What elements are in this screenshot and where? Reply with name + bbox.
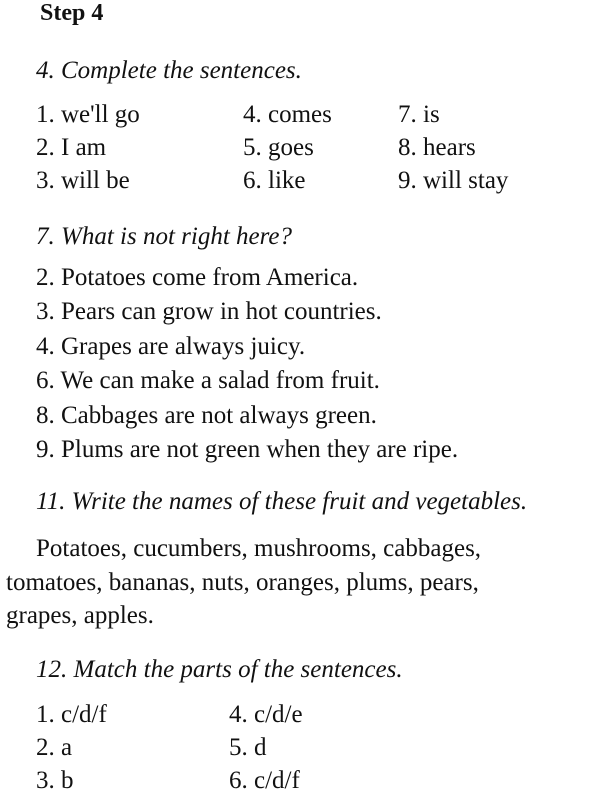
answer-6: 6. like: [243, 167, 306, 194]
section-11-heading: 11. Write the names of these fruit and vegetables.: [36, 488, 528, 515]
list-item: 8. Cabbages are not always green.: [36, 401, 377, 429]
answer-2: 2. I am: [36, 134, 107, 161]
match-6: 6. c/d/f: [229, 767, 300, 794]
answer-8: 8. hears: [398, 134, 476, 161]
section-4-heading: 4. Complete the sentences.: [36, 57, 302, 84]
list-item: 4. Grapes are always juicy.: [36, 332, 306, 360]
list-item: 3. Pears can grow in hot countries.: [36, 298, 382, 326]
match-4: 4. c/d/e: [229, 701, 303, 728]
list-item: 2. Potatoes come from America.: [36, 264, 359, 291]
answer-5: 5. goes: [243, 134, 314, 161]
match-2: 2. a: [36, 734, 73, 761]
match-5: 5. d: [229, 734, 267, 761]
list-item: 6. We can make a salad from fruit.: [36, 367, 380, 395]
step-title: Step 4: [40, 0, 104, 26]
list-item: 9. Plums are not green when they are ripe.: [36, 435, 459, 463]
paragraph-line: Potatoes, cucumbers, mushrooms, cabbages,: [36, 535, 482, 562]
answer-1: 1. we'll go: [36, 101, 140, 128]
answer-7: 7. is: [398, 101, 440, 128]
match-3: 3. b: [36, 767, 74, 794]
section-12-heading: 12. Match the parts of the sentences.: [36, 656, 403, 683]
paragraph-line: grapes, apples.: [6, 602, 154, 629]
answer-9: 9. will stay: [398, 167, 509, 194]
answer-3: 3. will be: [36, 167, 130, 194]
paragraph-line: tomatoes, bananas, nuts, oranges, plums, pears,: [6, 568, 479, 596]
match-1: 1. c/d/f: [36, 701, 107, 728]
section-7-heading: 7. What is not right here?: [36, 223, 293, 250]
answer-4: 4. comes: [243, 101, 332, 128]
section-7-list: [36, 261, 458, 467]
section-11-paragraph: [6, 532, 606, 633]
